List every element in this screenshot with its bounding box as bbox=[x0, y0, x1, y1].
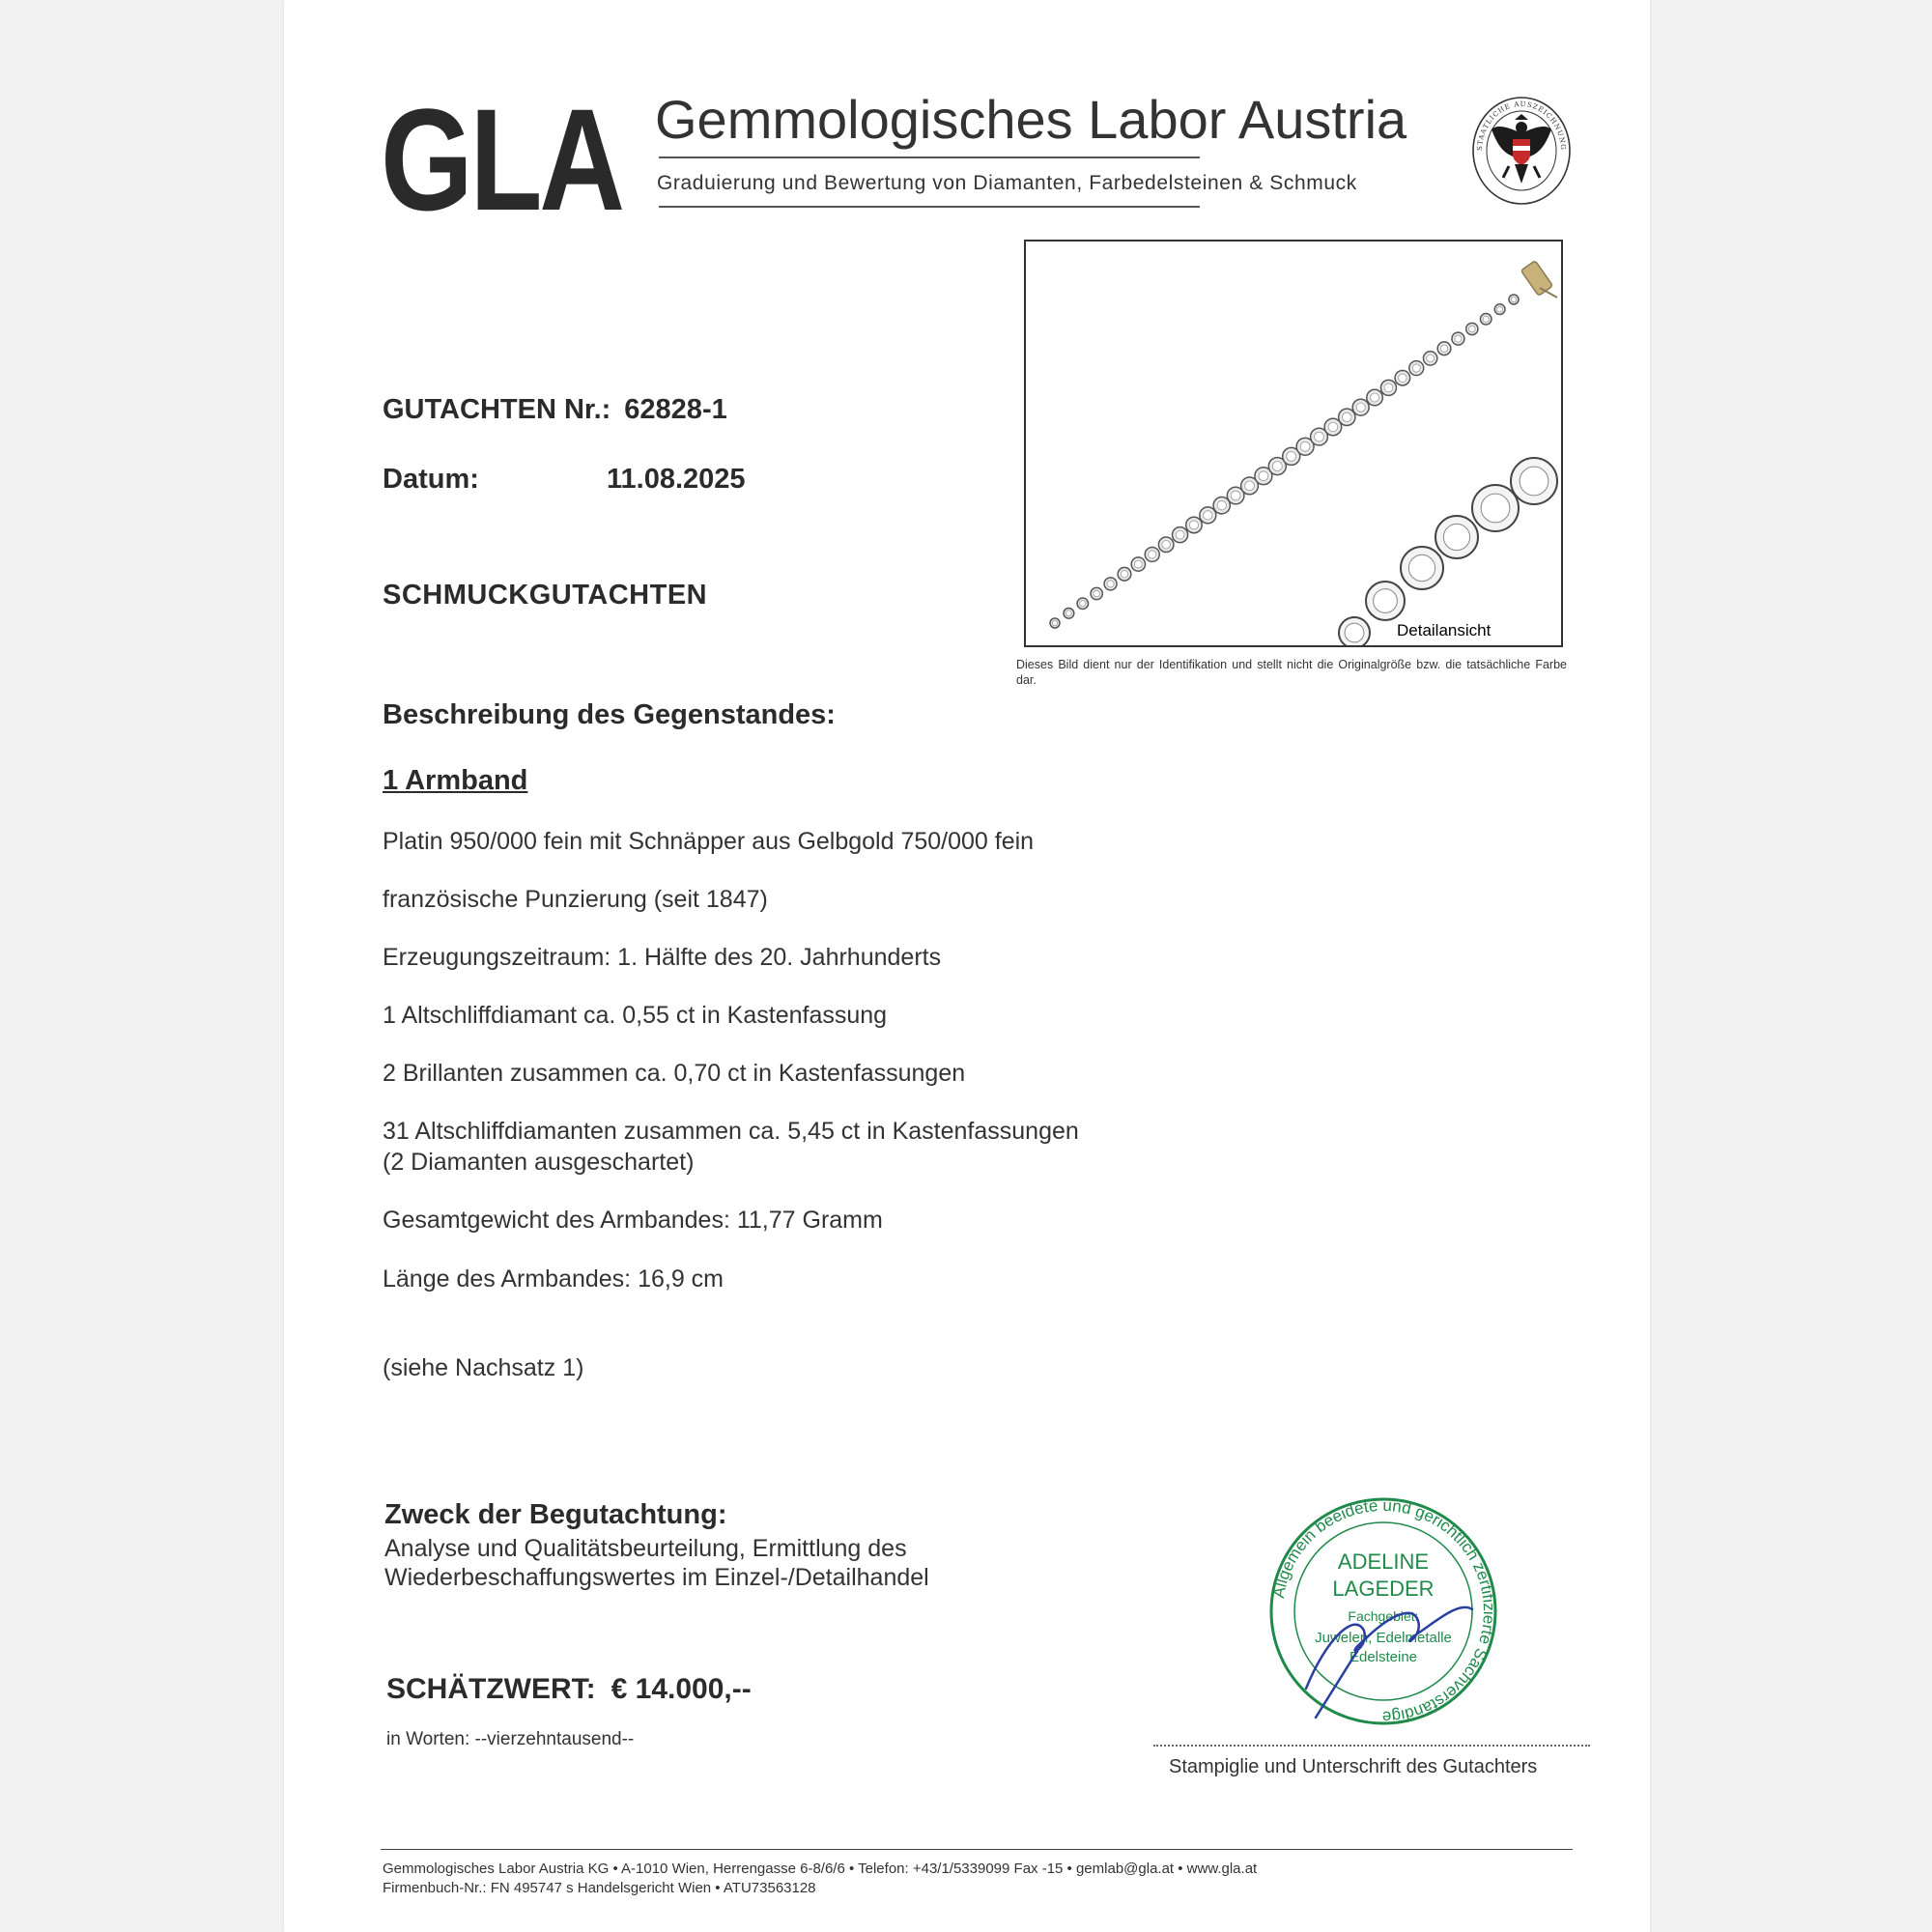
photo-caption: Dieses Bild dient nur der Identifikation und stellt nicht die Originalgröße bzw. die tatsächliche Farbe dar. bbox=[1016, 658, 1567, 687]
bracelet-stone-facet bbox=[1328, 422, 1338, 432]
bracelet-stone-facet bbox=[1399, 374, 1407, 383]
bracelet-stone-facet bbox=[1412, 364, 1420, 372]
bracelet-stone-facet bbox=[1497, 306, 1503, 312]
report-number-label: GUTACHTEN Nr.: bbox=[383, 394, 611, 425]
lab-subtitle: Graduierung und Bewertung von Diamanten, Farbedelsteinen & Schmuck bbox=[657, 172, 1357, 194]
description-line: französische Punzierung (seit 1847) bbox=[383, 886, 768, 913]
bracelet-stone-facet bbox=[1176, 530, 1184, 539]
detail-stone-facet bbox=[1374, 589, 1398, 613]
bracelet-stone-facet bbox=[1371, 393, 1379, 402]
bracelet-stone-facet bbox=[1094, 590, 1100, 597]
bracelet-stone-facet bbox=[1343, 412, 1352, 422]
description-heading: Beschreibung des Gegenstandes: bbox=[383, 699, 836, 730]
bracelet-stone-facet bbox=[1189, 521, 1198, 529]
bracelet-stone-facet bbox=[1455, 335, 1462, 342]
signature-line bbox=[1153, 1745, 1590, 1747]
bracelet-stone-facet bbox=[1427, 355, 1435, 362]
emblem-ring-text: STAATLICHE AUSZEICHNUNG bbox=[1475, 99, 1568, 152]
report-type: SCHMUCKGUTACHTEN bbox=[383, 580, 708, 611]
certificate-page bbox=[284, 0, 1650, 1932]
signature-label: Stampiglie und Unterschrift des Gutachters bbox=[1169, 1756, 1538, 1777]
detail-stone-facet bbox=[1520, 467, 1548, 496]
purpose-line: Wiederbeschaffungswertes im Einzel-/Detailhandel bbox=[384, 1564, 929, 1591]
stamp-field-label: Fachgebiet: bbox=[1348, 1608, 1419, 1624]
bracelet-stone-facet bbox=[1300, 441, 1310, 451]
bracelet-stone-facet bbox=[1052, 620, 1058, 626]
detail-view-label: Detailansicht bbox=[1397, 621, 1492, 639]
bracelet-stone-facet bbox=[1149, 551, 1156, 558]
report-number bbox=[383, 394, 727, 426]
header-rule-top bbox=[659, 156, 1200, 158]
report-date-value: 11.08.2025 bbox=[607, 464, 746, 495]
description-line: 1 Altschliffdiamant ca. 0,55 ct in Kastenfassung bbox=[383, 1002, 888, 1029]
description-line: (2 Diamanten ausgeschartet) bbox=[383, 1149, 695, 1176]
footer-registry: Firmenbuch-Nr.: FN 495747 s Handelsgericht Wien • ATU73563128 bbox=[383, 1880, 816, 1896]
description-line: 2 Brillanten zusammen ca. 0,70 ct in Kastenfassungen bbox=[383, 1060, 966, 1087]
bracelet-stone-facet bbox=[1134, 560, 1142, 568]
bracelet-stone-facet bbox=[1315, 432, 1324, 441]
report-date bbox=[383, 464, 746, 496]
purpose-line: Analyse und Qualitätsbeurteilung, Ermittlung des bbox=[384, 1535, 907, 1562]
bracelet-stone-facet bbox=[1356, 403, 1365, 412]
stamp-name-first: ADELINE bbox=[1337, 1549, 1430, 1574]
stamp-name-last: LAGEDER bbox=[1332, 1577, 1435, 1601]
bracelet-stone-facet bbox=[1511, 297, 1517, 302]
bracelet-stone-facet bbox=[1107, 581, 1114, 587]
valuation-in-words: in Worten: --vierzehntausend-- bbox=[386, 1729, 635, 1749]
valuation-amount: € 14.000,-- bbox=[611, 1673, 752, 1705]
bracelet-stone-facet bbox=[1204, 511, 1212, 520]
bracelet-stone-facet bbox=[1231, 491, 1240, 500]
stamp-field-line: Juwelen, Edelmetalle bbox=[1315, 1630, 1452, 1646]
description-line: Gesamtgewicht des Armbandes: 11,77 Gramm bbox=[383, 1207, 883, 1234]
bracelet-stone-facet bbox=[1440, 345, 1448, 353]
header-rule-bottom bbox=[659, 206, 1200, 208]
report-date-label: Datum: bbox=[383, 464, 479, 495]
bracelet-stone-facet bbox=[1483, 316, 1489, 322]
detail-stone-facet bbox=[1345, 623, 1364, 642]
footer-rule bbox=[381, 1849, 1573, 1850]
report-number-value: 62828-1 bbox=[624, 394, 727, 425]
bracelet-stone-facet bbox=[1384, 384, 1393, 392]
description-line: Erzeugungszeitraum: 1. Hälfte des 20. Jahrhunderts bbox=[383, 944, 942, 971]
bracelet-stone-facet bbox=[1272, 462, 1282, 471]
description-line: (siehe Nachsatz 1) bbox=[383, 1354, 584, 1381]
expert-stamp-seal bbox=[1248, 1495, 1519, 1727]
bracelet-stone-facet bbox=[1121, 570, 1128, 578]
bracelet-detail-image bbox=[1339, 458, 1557, 645]
stamp-field-line: Edelsteine bbox=[1349, 1649, 1418, 1665]
detail-stone-facet bbox=[1408, 554, 1435, 581]
bracelet-stone-facet bbox=[1065, 611, 1071, 616]
detail-stone-facet bbox=[1481, 494, 1510, 523]
item-title: 1 Armband bbox=[383, 765, 528, 796]
bracelet-stone-facet bbox=[1259, 471, 1268, 481]
bracelet-chain-image bbox=[1050, 295, 1519, 628]
description-line: 31 Altschliffdiamanten zusammen ca. 5,45 ct in Kastenfassungen bbox=[383, 1118, 1079, 1145]
bracelet-stone-facet bbox=[1217, 500, 1227, 510]
lab-name: Gemmologisches Labor Austria bbox=[655, 89, 1407, 150]
gla-logo: GLA bbox=[381, 78, 622, 241]
description-line: Länge des Armbandes: 16,9 cm bbox=[383, 1265, 724, 1293]
austrian-state-eagle-emblem-icon bbox=[1470, 95, 1573, 207]
valuation bbox=[386, 1673, 752, 1706]
bracelet-stone-facet bbox=[1080, 601, 1086, 607]
detail-stone-facet bbox=[1443, 524, 1469, 550]
bracelet-stone-facet bbox=[1468, 326, 1475, 332]
bracelet-stone-facet bbox=[1287, 451, 1296, 461]
stamp-ring-text: Allgemein beeidete und gerichtlich zertifizierte Sachverständige bbox=[1268, 1495, 1499, 1727]
purpose-heading: Zweck der Begutachtung: bbox=[384, 1499, 727, 1530]
description-line: Platin 950/000 fein mit Schnäpper aus Gelbgold 750/000 fein bbox=[383, 828, 1035, 855]
footer-address: Gemmologisches Labor Austria KG • A-1010 Wien, Herrengasse 6-8/6/6 • Telefon: +43/1/5339099 Fax -15 • gemlab@gla.at • www.gla.at bbox=[383, 1861, 1258, 1877]
valuation-label: SCHÄTZWERT: bbox=[386, 1673, 596, 1705]
bracelet-photo-image bbox=[1026, 242, 1561, 645]
bracelet-stone-facet bbox=[1245, 481, 1255, 491]
bracelet-stone-facet bbox=[1162, 541, 1171, 550]
bracelet-photo bbox=[1024, 240, 1563, 647]
purpose-text bbox=[384, 1534, 929, 1592]
